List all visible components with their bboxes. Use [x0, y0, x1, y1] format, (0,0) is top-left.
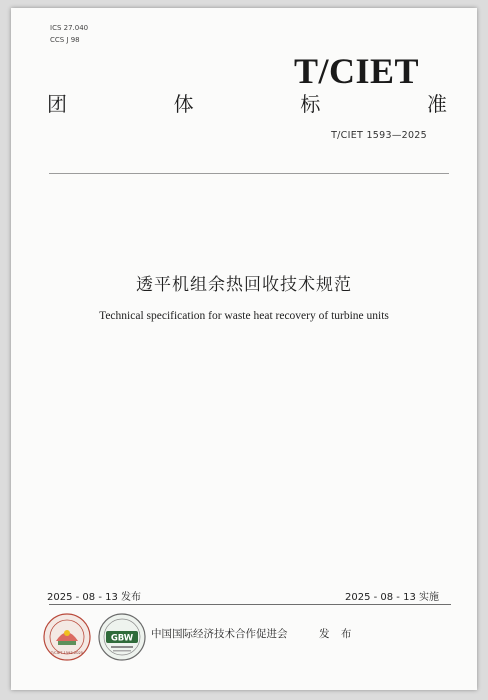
standard-type — [47, 88, 447, 117]
standard-type-char: 准 — [426, 92, 447, 116]
title-english: Technical specification for waste heat recovery of turbine units — [99, 310, 389, 322]
issue-date: 2025 - 08 - 13 发布 — [47, 592, 142, 603]
ccs-code: CCS J 98 — [50, 36, 80, 44]
standard-type-char: 体 — [173, 92, 194, 116]
classification-codes — [50, 22, 88, 46]
header-divider — [49, 173, 449, 174]
certification-seal-icon — [42, 612, 92, 662]
standard-number: T/CIET 1593—2025 — [331, 130, 427, 141]
standard-type-char: 团 — [47, 92, 67, 116]
standard-cover-page — [11, 8, 477, 690]
ics-code: ICS 27.040 — [50, 24, 89, 32]
publisher-name: 中国国际经济技术合作促进会 — [151, 628, 288, 640]
implementation-date: 2025 - 08 - 13 实施 — [344, 592, 439, 603]
gbw-seal-icon — [97, 612, 147, 662]
footer-divider — [49, 604, 451, 605]
publish-label: 发 布 — [319, 628, 356, 640]
title-chinese: 透平机组余热回收技术规范 — [136, 275, 352, 295]
gbw-seal-text: GBW — [110, 633, 134, 644]
standard-type-char: 标 — [300, 92, 321, 116]
cert-seal-text: T/CIET 1593-2025 — [50, 651, 84, 655]
standard-brand: T/CIET — [293, 51, 419, 91]
